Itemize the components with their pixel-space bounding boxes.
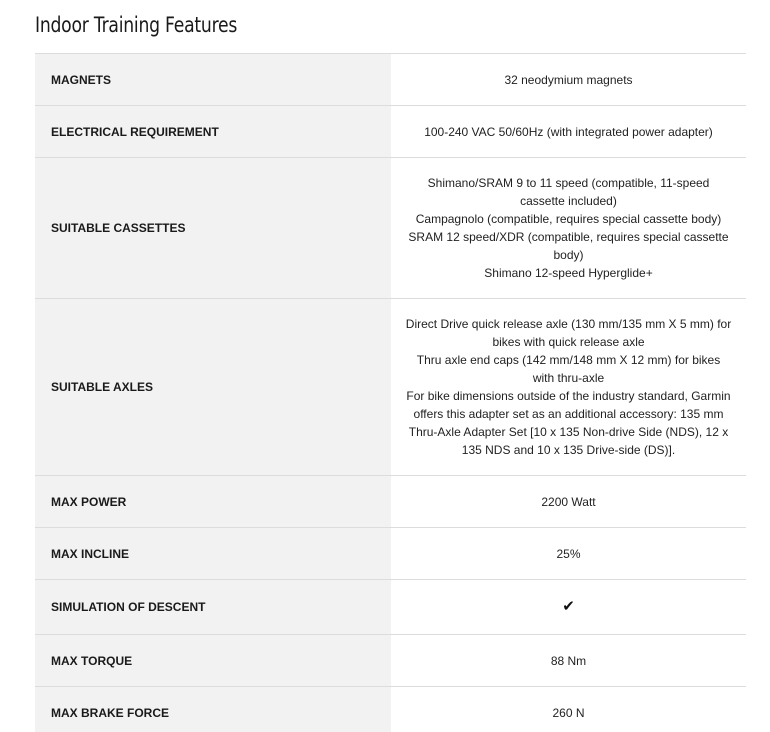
checkmark-icon: ✔ (562, 598, 575, 615)
spec-value-line: 2200 Watt (541, 494, 596, 509)
spec-row-suitable-axles (35, 299, 746, 476)
spec-label: SUITABLE CASSETTES (35, 158, 391, 298)
spec-row-simulation-of-descent (35, 580, 746, 635)
spec-label: MAGNETS (35, 54, 391, 105)
spec-value-line: Shimano/SRAM 9 to 11 speed (compatible, 11-speed cassette included) (427, 176, 710, 208)
spec-value (391, 106, 746, 157)
spec-value (391, 54, 746, 105)
spec-value-line: SRAM 12 speed/XDR (compatible, requires special cassette body) (408, 230, 729, 262)
spec-label: SUITABLE AXLES (35, 299, 391, 475)
spec-label: ELECTRICAL REQUIREMENT (35, 106, 391, 157)
spec-row-suitable-cassettes (35, 158, 746, 299)
specs-table (35, 53, 746, 732)
spec-value-line: Thru axle end caps (142 mm/148 mm X 12 mm) for bikes with thru-axle (416, 353, 721, 385)
section-title: Indoor Training Features (35, 13, 238, 37)
spec-value-line: Campagnolo (compatible, requires special cassette body) (415, 212, 722, 226)
spec-row-max-brake-force (35, 687, 746, 732)
spec-value-line: 25% (556, 546, 581, 561)
spec-value-line: 260 N (552, 705, 585, 720)
spec-row-magnets (35, 54, 746, 106)
spec-value (391, 528, 746, 579)
spec-row-max-torque (35, 635, 746, 687)
spec-value (391, 687, 746, 732)
spec-label: MAX INCLINE (35, 528, 391, 579)
spec-row-max-incline (35, 528, 746, 580)
spec-label: MAX POWER (35, 476, 391, 527)
spec-value-line: Direct Drive quick release axle (130 mm/135 mm X 5 mm) for bikes with quick release axle (405, 317, 732, 349)
spec-value-line: 32 neodymium magnets (504, 72, 633, 87)
spec-row-electrical-requirement (35, 106, 746, 158)
spec-label: SIMULATION OF DESCENT (35, 580, 391, 634)
spec-value (391, 580, 746, 634)
spec-value (391, 476, 746, 527)
spec-label: MAX BRAKE FORCE (35, 687, 391, 732)
spec-row-max-power (35, 476, 746, 528)
spec-value-line: 100-240 VAC 50/60Hz (with integrated power adapter) (424, 124, 713, 139)
spec-label: MAX TORQUE (35, 635, 391, 686)
spec-value-line: For bike dimensions outside of the industry standard, Garmin offers this adapter set as an additional accessory: 135 mm Thru-Axle Adapter Set [10 x 135 Non-drive Side (NDS), 12 x 135 NDS and 10 x 135 Drive-side (DS)]. (406, 389, 731, 457)
spec-value-line: 88 Nm (550, 653, 587, 668)
spec-value-line: Shimano 12-speed Hyperglide+ (484, 266, 653, 280)
spec-value (391, 299, 746, 475)
spec-value (391, 158, 746, 298)
spec-value (391, 635, 746, 686)
